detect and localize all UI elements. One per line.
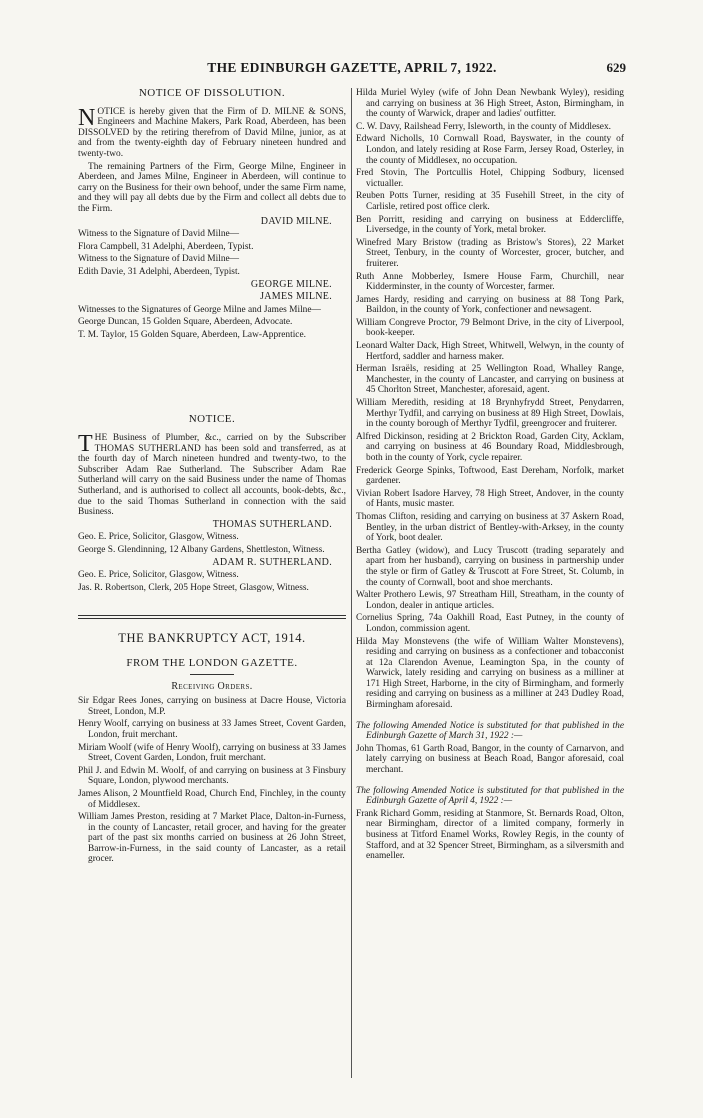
receiving-order-entry: Ben Porritt, residing and carrying on business at Eddercliffe, Liversedge, in the county of York, metal broker. (356, 214, 624, 236)
receiving-order-entry: Phil J. and Edwin M. Woolf, of and carrying on business at 3 Finsbury Square, London, plywood merchants. (78, 765, 346, 787)
receiving-order-entry: William Congreve Proctor, 79 Belmont Drive, in the city of Liverpool, book-keeper. (356, 317, 624, 339)
witness-name: Flora Campbell, 31 Adelphi, Aberdeen, Typist. (78, 241, 254, 252)
witness-name: George Duncan, 15 Golden Square, Aberdeen, Advocate. (78, 317, 293, 328)
dissolution-paragraph-1: NOTICE is hereby given that the Firm of D. MILNE & SONS, Engineers and Machine Makers, Park Road, Aberdeen, has been DISSOLVED by the retiring therefrom of David Milne, junior, as at and from the twenty-eighth day of February nineteen hundred and twenty-two. (78, 104, 346, 159)
receiving-order-entry: Edward Nicholls, 10 Cornwall Road, Bayswater, in the county of London, and lately residing at Rose Farm, Jersey Road, Osterley, in the county of Middlesex, no occupation. (356, 134, 624, 166)
short-rule (190, 674, 234, 675)
witness-name: Geo. E. Price, Solicitor, Glasgow, Witness. (78, 570, 239, 581)
receiving-order-entry: Hilda May Monstevens (the wife of William Walter Monstevens), residing and carrying on business as a confectioner and tobacconist at 12a Clarendon Avenue, Leamington Spa, in the county of Warwick, lately residing and carrying on business as a milliner at 171 High Street, Harborne, in the city of Birmingham, and formerly residing and carrying on business as a milliner at 243 Dudley Road, Birmingham aforesaid. (356, 636, 624, 711)
receiving-order-entry: Miriam Woolf (wife of Henry Woolf), carrying on business at 33 James Street, Covent Garden, London, fruit merchant. (78, 742, 346, 764)
receiving-order-entry: Thomas Clifton, residing and carrying on business at 37 Askern Road, Bentley, in the urban district of Bentley-with-Arksey, in the county of York, boot dealer. (356, 511, 624, 544)
receiving-order-entry: Hilda Muriel Wyley (wife of John Dean Newbank Wyley), residing and carrying on business at 36 High Street, Aston, Birmingham, in the county of Warwick, draper and ladies' outfitter. (356, 88, 624, 120)
amended-notice-note: The following Amended Notice is substituted for that published in the Edinburgh Gazette of March 31, 1922 :— (356, 720, 624, 742)
receiving-order-entry: James Hardy, residing and carrying on business at 88 Tong Park, Baildon, in the county of York, confectioner and newsagent. (356, 294, 624, 316)
receiving-order-entry: Winefred Mary Bristow (trading as Bristow's Stores), 22 Market Street, Tenbury, in the county of Worcester, grocer, butcher, and fruiterer. (356, 237, 624, 269)
right-column (356, 88, 624, 864)
bankruptcy-heading: THE BANKRUPTCY ACT, 1914. (118, 631, 306, 646)
witness-line: Witness to the Signature of David Milne— (78, 254, 240, 265)
receiving-order-entry: Bertha Gatley (widow), and Lucy Truscott (trading separately and apart from her husband), carrying on business in partnership under the style or firm of Gatley & Truscott at Fore Street, St. Columb, in the county of Cornwall, boot and shoe merchants. (356, 545, 624, 588)
receiving-order-entry: John Thomas, 61 Garth Road, Bangor, in the county of Carnarvon, and lately carrying on business at Beach Road, Bangor aforesaid, coal merchant. (356, 743, 624, 776)
receiving-order-entry: Sir Edgar Rees Jones, carrying on business at Dacre House, Victoria Street, London, M.P. (78, 696, 346, 717)
witness-name: T. M. Taylor, 15 Golden Square, Aberdeen, Law-Apprentice. (78, 329, 306, 340)
signature: GEORGE MILNE. (250, 278, 332, 290)
receiving-order-entry: Frederick George Spinks, Toftwood, East Dereham, Norfolk, market gardener. (356, 465, 624, 487)
page-header (78, 60, 626, 80)
section-rule (78, 615, 346, 619)
receiving-order-entry: Alfred Dickinson, residing at 2 Brickton Road, Garden City, Acklam, and carrying on business at 46 Boundary Road, Middlesbrough, both in the county of York, cycle repairer. (356, 431, 624, 463)
receiving-order-entry: C. W. Davy, Railshead Ferry, Isleworth, in the county of Middlesex. (356, 121, 611, 132)
receiving-order-entry: Walter Prothero Lewis, 97 Streatham Hill, Streatham, in the county of London, dealer in antique articles. (356, 590, 624, 611)
receiving-order-entry: Henry Woolf, carrying on business at 33 James Street, Covent Garden, London, fruit merchant. (78, 719, 346, 740)
receiving-order-entry: Frank Richard Gomm, residing at Stanmore, St. Bernards Road, Olton, near Birmingham, director of a limited company, formerly in business at Titford Enamel Works, Rowley Regis, in the county of Stafford, and at 32 Spencer Street, Birmingham, as a silversmith and enameller. (356, 808, 624, 862)
receiving-order-entry: Cornelius Spring, 74a Oakhill Road, East Putney, in the county of London, commission agent. (356, 613, 624, 634)
receiving-orders-heading: Receiving Orders. (171, 680, 253, 692)
gazette-title: THE EDINBURGH GAZETTE, APRIL 7, 1922. (207, 60, 497, 75)
witness-name: Geo. E. Price, Solicitor, Glasgow, Witness. (78, 532, 239, 543)
notice-paragraph: THE Business of Plumber, &c., carried on by the Subscriber THOMAS SUTHERLAND has been sold and transferred, as at the fourth day of March nineteen hundred and twenty-two, to the Subscriber Adam Rae Sutherland. The Subscriber Adam Rae Sutherland will carry on the said Business under the name of Thomas Sutherland, and is authorised to collect all accounts, book-debts, &c., due to the said Thomas Sutherland in connection with the said Business. (78, 431, 346, 518)
receiving-order-entry: Herman Israëls, residing at 25 Wellington Road, Whalley Range, Manchester, in the county of Lancaster, and carrying on business at 45 Chorlton Street, Manchester, aforesaid, agent. (356, 364, 624, 396)
london-gazette-heading: FROM THE LONDON GAZETTE. (126, 656, 298, 669)
signature: ADAM R. SUTHERLAND. (212, 556, 332, 568)
receiving-order-entry: William Meredith, residing at 18 Brynhyfrydd Street, Penydarren, Merthyr Tydfil, and carrying on business at 89 High Street, Dowlais, in the county borough of Merthyr Tydfil, greengrocer and fruiterer. (356, 398, 624, 430)
receiving-order-entry: William James Preston, residing at 7 Market Place, Dalton-in-Furness, in the county of Lancaster, retail grocer, and having for the greater part of the past six months carried on business at 26 John Street, Barrow-in-Furness, in the said county of Lancaster, as a retail grocer. (78, 812, 346, 865)
amended-notice-note: The following Amended Notice is substituted for that published in the Edinburgh Gazette of April 4, 1922 :— (356, 785, 624, 807)
notice-heading: NOTICE. (188, 413, 236, 426)
drop-cap: N (78, 104, 96, 131)
witness-name: George S. Glendinning, 12 Albany Gardens, Shettleston, Witness. (78, 545, 325, 555)
signature: JAMES MILNE. (260, 291, 332, 303)
dissolution-heading: NOTICE OF DISSOLUTION. (138, 87, 286, 99)
page-number: 629 (606, 60, 626, 75)
witness-name: Jas. R. Robertson, Clerk, 205 Hope Street, Glasgow, Witness. (78, 582, 309, 593)
witness-name: Edith Davie, 31 Adelphi, Aberdeen, Typist. (78, 266, 240, 277)
signature: THOMAS SUTHERLAND. (212, 518, 332, 530)
dissolution-paragraph-2: The remaining Partners of the Firm, George Milne, Engineer in Aberdeen, and James Milne, Engineer in Aberdeen, will continue to carry on the Business for their own behoof, under the same Firm name, and they will pay all debts due by the Firm and collect all debts due to the Firm. (78, 161, 346, 214)
witness-line: Witnesses to the Signatures of George Milne and James Milne— (78, 304, 321, 315)
column-divider (351, 88, 352, 1078)
signature: DAVID MILNE. (260, 215, 332, 227)
receiving-order-entry: Leonard Walter Dack, High Street, Whitwell, Welwyn, in the county of Hertford, saddler and harness maker. (356, 341, 624, 362)
receiving-order-entry: James Alison, 2 Mountfield Road, Church End, Finchley, in the county of Middlesex. (78, 788, 346, 810)
receiving-order-entry: Fred Stovin, The Portcullis Hotel, Chipping Sodbury, licensed victualler. (356, 168, 624, 189)
receiving-order-entry: Ruth Anne Mobberley, Ismere House Farm, Churchill, near Kidderminster, in the county of Worcester, farmer. (356, 271, 624, 293)
witness-line: Witness to the Signature of David Milne— (78, 229, 240, 240)
drop-cap: T (78, 431, 93, 458)
receiving-order-entry: Reuben Potts Turner, residing at 35 Fusehill Street, in the city of Carlisle, retired post office clerk. (356, 191, 624, 212)
receiving-order-entry: Vivian Robert Isadore Harvey, 78 High Street, Andover, in the county of Hants, music master. (356, 488, 624, 510)
left-column (78, 88, 346, 867)
